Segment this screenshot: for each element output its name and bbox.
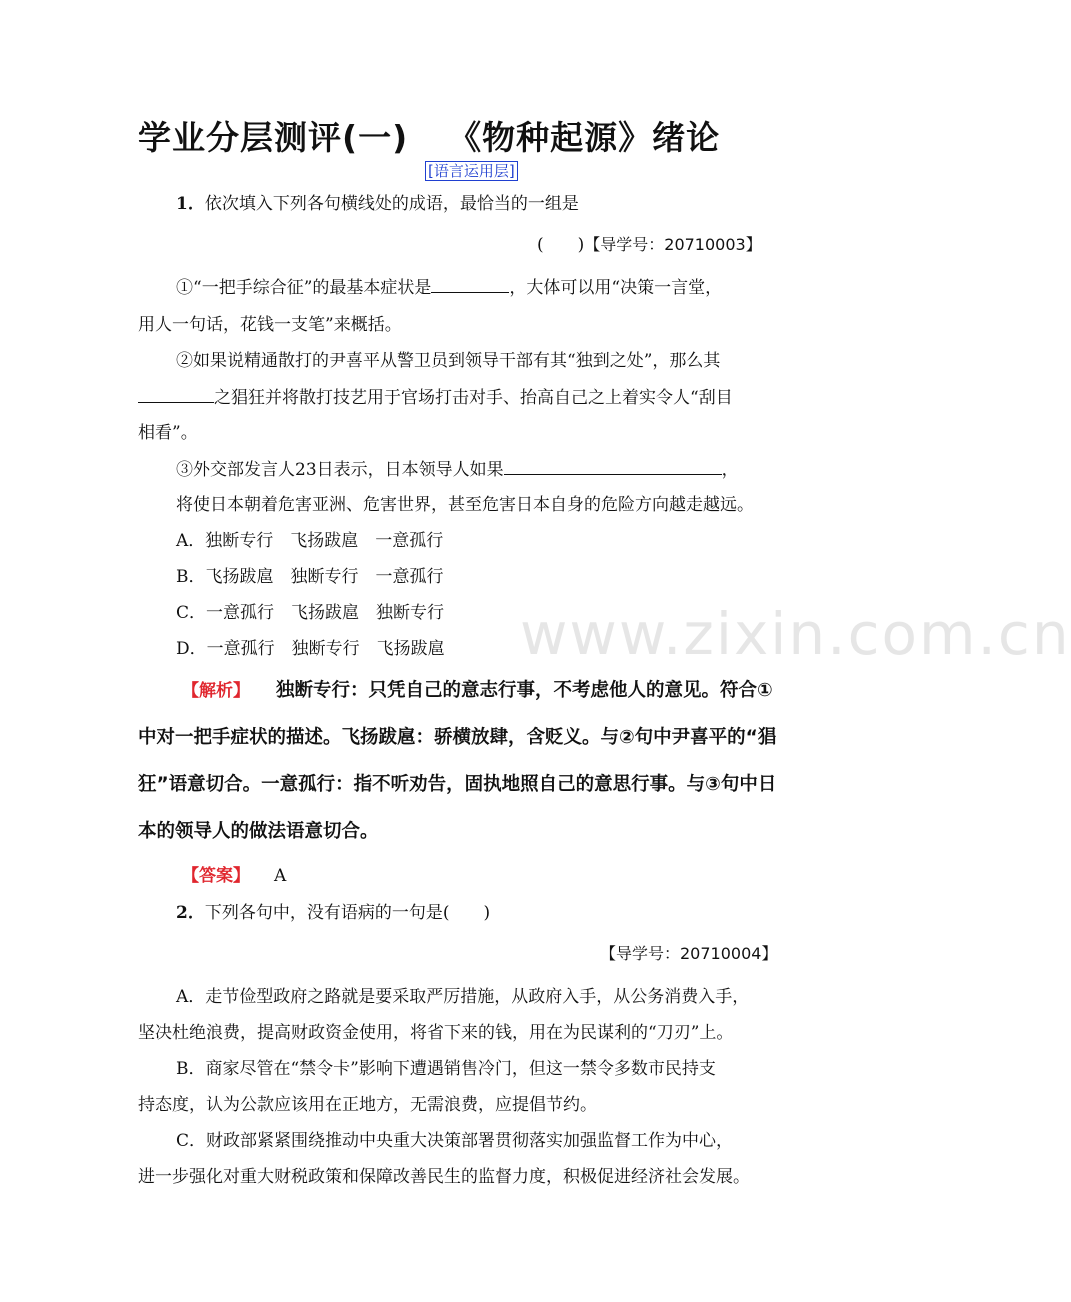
q1-answer-line	[182, 865, 286, 887]
q1-s1-part-b: ，大体可以用“决策一言堂，	[509, 278, 723, 298]
analysis-text-1: 独断专行：只凭自己的意志行事，不考虑他人的意见。符合①	[276, 680, 773, 701]
q1-analysis-line3: 狂”语意切合。一意孤行：指不听劝告，固执地照自己的意思行事。与③句中日	[138, 774, 777, 795]
blank-line	[138, 386, 214, 403]
watermark: www.zixin.com.cn	[520, 600, 1071, 668]
q1-analysis-line4: 本的领导人的做法语意切合。	[138, 821, 379, 842]
title-right: 《物种起源》绪论	[448, 118, 721, 157]
q2-number: 2．	[176, 903, 205, 923]
q1-option-b: B．飞扬跋扈 独断专行 一意孤行	[176, 567, 444, 587]
q1-number: 1．	[176, 194, 205, 214]
q1-sentence2-line1: ②如果说精通散打的尹喜平从警卫员到领导干部有其“独到之处”，那么其	[176, 351, 721, 371]
blank-line	[431, 276, 509, 293]
q1-sentence2-line2	[138, 386, 733, 409]
q2-doc-ref: 【导学号：20710004】	[600, 944, 778, 963]
q1-sentence3-line2: 将使日本朝着危害亚洲、危害世界，甚至危害日本自身的危险方向越走越远。	[176, 495, 754, 515]
q2-option-a-line2: 坚决杜绝浪费，提高财政资金使用，将省下来的钱，用在为民谋利的“刀刃”上。	[138, 1023, 734, 1043]
q2-option-c-line1: C．财政部紧紧围绕推动中央重大决策部署贯彻落实加强监督工作为中心，	[176, 1131, 734, 1151]
q1-analysis-line1	[182, 679, 773, 703]
q1-paren: ( )	[537, 235, 585, 255]
q1-s3-part-a: ③外交部发言人23日表示，日本领导人如果	[176, 460, 504, 480]
answer-tag: 【答案】	[182, 866, 250, 886]
q1-sentence1-line1	[176, 276, 722, 299]
q2-option-b-line2: 持态度，认为公款应该用在正地方，无需浪费，应提倡节约。	[138, 1095, 597, 1115]
q1-stem: 依次填入下列各句横线处的成语，最恰当的一组是	[204, 194, 579, 214]
analysis-tag: 【解析】	[182, 681, 250, 701]
q1-sentence3-line1	[176, 458, 739, 481]
q2-option-a-line1: A．走节俭型政府之路就是要采取严厉措施，从政府入手，从公务消费入手，	[176, 987, 750, 1007]
blank-line	[504, 458, 722, 475]
q1-option-d: D．一意孤行 独断专行 飞扬跋扈	[176, 639, 445, 659]
q2-option-c-line2: 进一步强化对重大财税政策和保障改善民生的监督力度，积极促进经济社会发展。	[138, 1167, 750, 1187]
q1-answer: A	[274, 866, 287, 886]
page-title	[138, 112, 838, 159]
q2-stem: 下列各句中，没有语病的一句是( )	[204, 903, 491, 923]
q1-ref-line	[537, 234, 762, 256]
q1-s3-part-b: ，	[721, 460, 739, 480]
title-left: 学业分层测评(一)	[138, 118, 409, 157]
q1-s1-part-a: ①“一把手综合征”的最基本症状是	[176, 278, 432, 298]
q1-doc-ref: 【导学号：20710003】	[584, 235, 762, 254]
q2-option-b-line1: B．商家尽管在“禁令卡”影响下遭遇销售冷门，但这一禁令多数市民持支	[176, 1059, 716, 1079]
layer-tag: [语言运用层]	[425, 161, 518, 181]
q1-s2-part-b: 之猖狂并将散打技艺用于官场打击对手、抬高自己之上着实令人“刮目	[214, 388, 733, 408]
q2-stem-line	[176, 902, 490, 924]
q1-analysis-line2: 中对一把手症状的描述。飞扬跋扈：骄横放肆，含贬义。与②句中尹喜平的“猖	[138, 727, 777, 748]
q1-sentence2-line3: 相看”。	[138, 423, 198, 443]
q1-stem-line	[176, 193, 579, 215]
q2-ref-line	[600, 943, 777, 965]
q1-sentence1-line2: 用人一句话，花钱一支笔”来概括。	[138, 315, 402, 335]
q1-option-a: A．独断专行 飞扬跋扈 一意孤行	[176, 531, 444, 551]
q1-option-c: C．一意孤行 飞扬跋扈 独断专行	[176, 603, 445, 623]
